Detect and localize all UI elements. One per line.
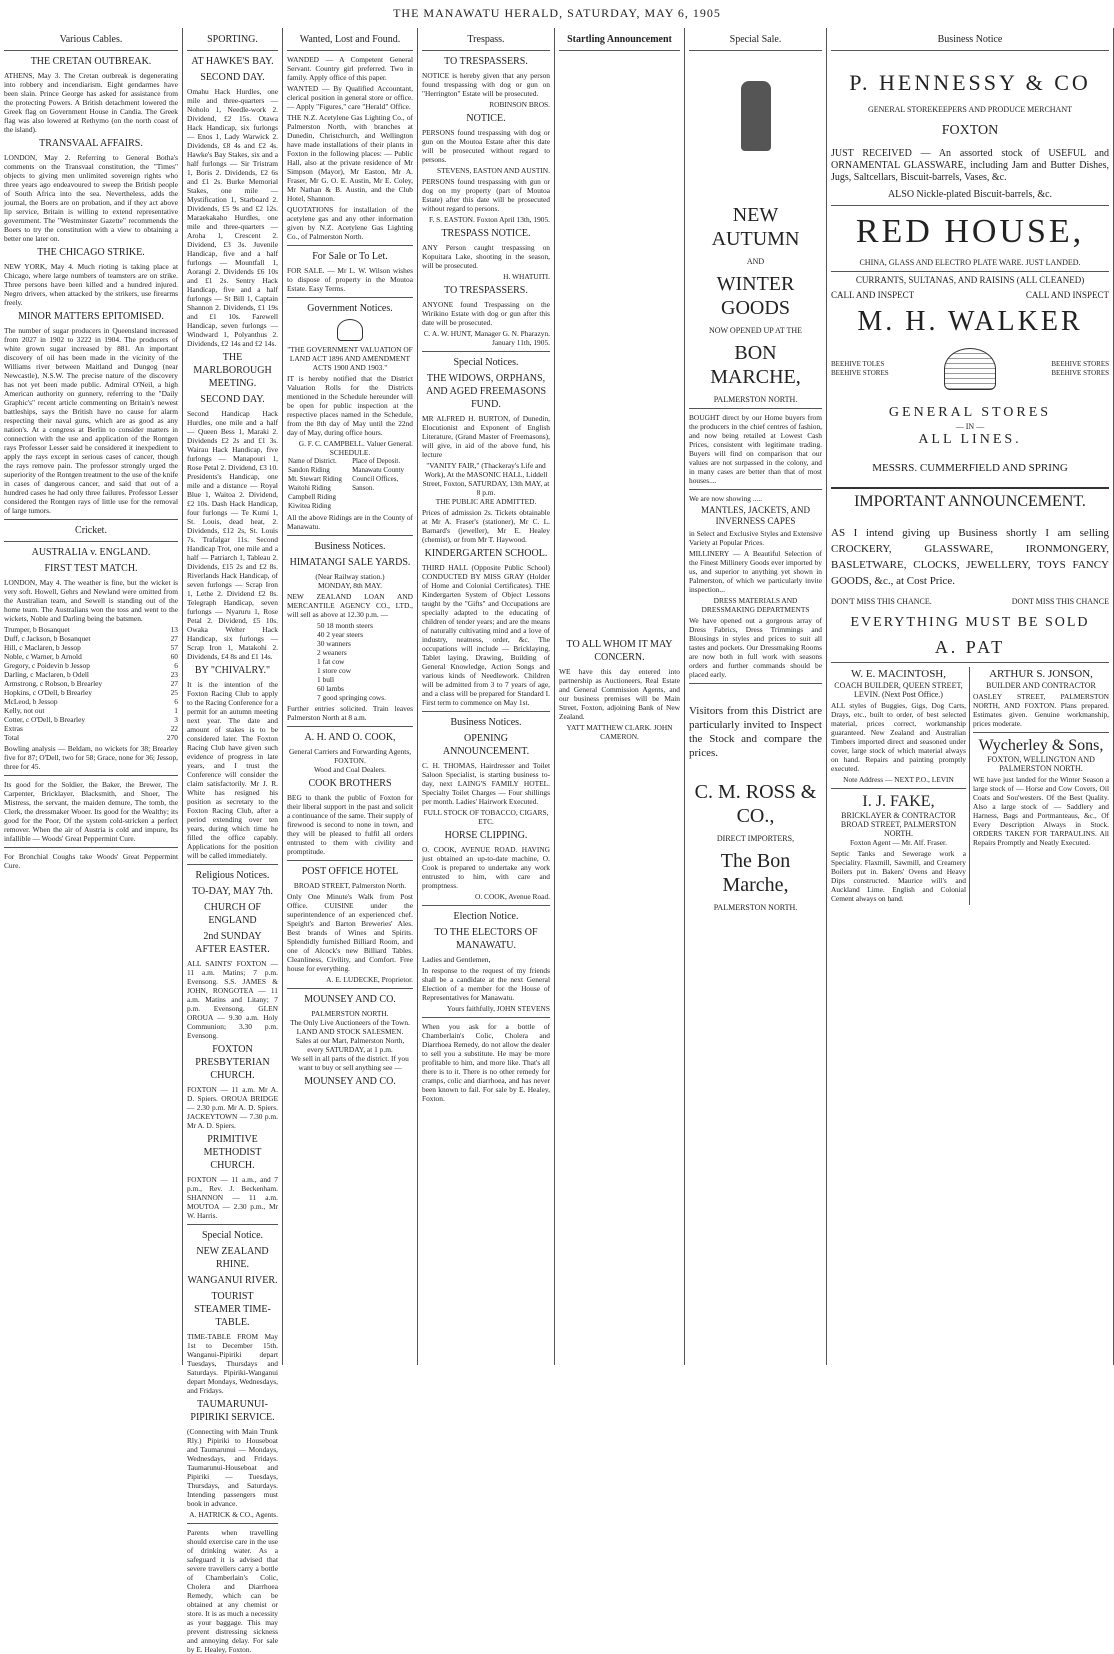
advert-subheading: Wood and Coal Dealers. xyxy=(313,765,387,774)
notice-text: THIRD HALL (Opposite Public School) CONDUCTED BY MISS GRAY (Holder of Home and Colonial Certificates). THE Kindergarten System of Object Lessons taught by the "Gifts" and Occupations are specially adapted to the educating of children of tender years; and are the means of naturally cultivating mind and a love of industry, neatness, order, &c. The occupations will include — Bricklaying, Tablet laying, Drawing, Building of General Knowledge, Action Songs and various kinds of Needlework. Children will be admitted from 3 to 7 years of age, and a class will be prepared for Standard I. First term to commence on May 1st. xyxy=(422,563,550,707)
advert-text: BEG to thank the public of Foxton for their liberal support in the past and solicit a continuance of the same. Their supply of firewood is second to none in town, and they will be pleased to fulfil all orders entrusted to them with civility and promptitude. xyxy=(287,793,413,856)
score-row xyxy=(4,661,178,670)
article-heading: MINOR MATTERS EPITOMISED. xyxy=(18,311,164,322)
article-text: ALL SAINTS' FOXTON — 11 a.m. Matins; 7 p.m. Evensong. S.S. JAMES & JOHN, RONGOTEA — 11 a.m. Matins and Litany; 7 p.m. Evensong. GLEN OROUA — 9.30 a.m. Holy Communion; 3.30 p.m. Evensong. xyxy=(187,959,278,1040)
article-heading: TOURIST STEAMER TIME-TABLE. xyxy=(194,1291,271,1328)
advert-text: JUST RECEIVED — An assorted stock of USEFUL and ORNAMENTAL GLASSWARE, including Jam and Butter Dishes, Jugs, Saltcellars, Biscuit-barrels, Vases, &c. xyxy=(831,148,1109,183)
advert-subheading: DIRECT IMPORTERS, xyxy=(716,834,795,843)
advert-subheading: FOXTON xyxy=(941,123,999,138)
column-sporting xyxy=(183,28,283,1654)
article-text: (Connecting with Main Trunk Rly.) Pipiriki to Houseboat and Taumarunui — Mondays, Wednesdays, and Fridays. Taumarunui-Houseboat and Pipiriki — Tuesdays, Thursdays, and Saturdays. Intending passengers must book in advance. xyxy=(187,1427,278,1508)
table-cell xyxy=(351,493,413,502)
advert-text: OASLEY STREET, PALMERSTON NORTH, AND FOXTON. Plans prepared. Estimates given. Genuine workmanship, prices moderate. xyxy=(973,692,1109,728)
advert-text: The Only Live Auctioneers of the Town. xyxy=(290,1018,410,1027)
advert-text: AS I intend giving up Business shortly I am selling CROCKERY, GLASSWARE, IRONMONGERY, BASLETWARE, CLOCKS, JEWELLERY, TOYS FANCY GOODS, &c., at Cost Price. xyxy=(831,527,1109,587)
article-heading: TAUMARUNUI-PIPIRIKI SERVICE. xyxy=(190,1399,275,1423)
notice-text: MR ALFRED H. BURTON, of Dunedin, Elocutionist and Exponent of English Literature, (Grand Master of Freemasons), will give, in aid of the above fund, his lecture xyxy=(422,414,550,459)
advert-subheading: BROAD STREET, PALMERSTON NORTH. xyxy=(840,820,957,838)
advert-heading: W. E. MACINTOSH, xyxy=(850,668,947,680)
stock-item: 7 good springing cows. xyxy=(317,693,386,702)
section-heading: Various Cables. xyxy=(59,34,123,45)
advert-text: Foxton Agent — Mr. Alf. Fraser. xyxy=(850,838,947,847)
beehive-icon xyxy=(944,348,996,390)
section-heading: Special Notices. xyxy=(453,357,519,368)
advert-text: Further entries solicited. Train leaves Palmerston North at 8 a.m. xyxy=(287,704,413,722)
article-heading: AUSTRALIA v. ENGLAND. xyxy=(31,547,151,558)
score-row xyxy=(4,652,178,661)
section-heading: Business Notices. xyxy=(314,541,386,552)
stock-item: 30 wanners xyxy=(317,639,351,648)
advert-heading: A. PAT xyxy=(934,637,1006,657)
advert-text: Parents when travelling should exercise care in the use of drinking water. As a safeguard it is advised that severe travellers carry a bottle of Chamberlain's Colic, Cholera and Diarrhoea Remedy, which can be obtained at any chemist or store. It is as much a necessity as your baggage. This may prevent distressing sickness and annoying delay. For sale by E. Healey, Foxton. xyxy=(187,1528,278,1654)
notice-text: All the above Ridings are in the County of Manawatu. xyxy=(287,513,413,531)
advert-text: MESSRS. CUMMERFIELD AND SPRING xyxy=(872,462,1068,474)
advert-text: We sell in all parts of the district. If you want to buy or sell anything see — xyxy=(291,1054,409,1072)
article-heading: CHURCH OF ENGLAND xyxy=(204,902,261,926)
notice-heading: TO THE ELECTORS OF MANAWATU. xyxy=(434,927,538,951)
table-cell: Sanson. xyxy=(352,484,375,492)
advert-subheading: AND xyxy=(746,257,765,266)
advert-heading: WINTER GOODS xyxy=(716,273,795,319)
advert-text: NEW ZEALAND LOAN AND MERCANTILE AGENCY CO., LTD., will sell as above at 12.30 p.m. — xyxy=(287,592,413,619)
column-special-sale xyxy=(685,28,827,1365)
notice-text: Prices of admission 2s. Tickets obtainable at Mr A. Fraser's (stationer), Mr C. L. Barnard's (jeweller), Mr E. Healey (chemist), or from Mr T. Haywood. xyxy=(422,508,550,544)
advert-subheading: COACH BUILDER, QUEEN STREET, LEVIN. (Next Post Office.) xyxy=(834,681,963,699)
advert-heading: MOUNSEY AND CO. xyxy=(304,994,396,1005)
advert-heading: HIMATANGI SALE YARDS. xyxy=(289,557,411,568)
pointing-hand-icon xyxy=(741,81,771,151)
runs: 27 xyxy=(170,634,178,643)
advert-subheading: PALMERSTON NORTH. xyxy=(311,1009,389,1018)
article-text: Omahu Hack Hurdles, one mile and three-quarters — Noholo 1, Needle-work 2. Dividend, £2 15s. Otawa Hack Handicap, six furlongs — Enos 1, Lady Warwick 2. Dividends, £8 4s and £2 4s. Hawke's Bay Stakes, six and a half furlongs — Sir Tristram 1, Boris 2. Dividends, £2 6s and £1 2s. Burke Memorial Stakes, one mile — Mystification 1, Starboard 2. Dividends, £5 9s and £2 12s. Maraekakaho Hurdles, one mile and three-quarters — Aroha 1, Crescent 2. Dividend, £3 3s. Juvenile Handicap, five and a half furlongs — Mountfall 1, Aorangi 2. Dividends £6 10s and £1 2s. Sentry Hack Handicap, five and a half furlongs — St Bill 1, Captain Shannon 2. Dividends, £1 19s and £1 10s. Farewell Handicap, seven furlongs — Windward 1, Polyanthus 2. Dividends, £2 14s and £2 14s. xyxy=(187,87,278,348)
batsman: Cotter, c O'Dell, b Brearley xyxy=(4,715,86,724)
stock-item: 40 2 year steers xyxy=(317,630,364,639)
section-heading: Special Notice. xyxy=(201,1230,264,1241)
article-heading: THE CHICAGO STRIKE. xyxy=(37,247,145,258)
advert-text: BEEHIVE STORES BEEHIVE STORES xyxy=(1051,360,1109,377)
advert-subheading: GENERAL STOREKEEPERS AND PRODUCE MERCHANT xyxy=(867,105,1072,114)
score-row xyxy=(4,724,178,733)
advert-text: Sales at our Mart, Palmerston North, every SATURDAY, at 1 p.m. xyxy=(295,1036,405,1054)
signature: H. WHATUITI. xyxy=(503,272,550,281)
runs: 27 xyxy=(170,679,178,688)
advert-heading: RED HOUSE, xyxy=(855,213,1085,250)
score-row xyxy=(4,715,178,724)
section-heading: Cricket. xyxy=(75,525,107,536)
advert-text: DON'T MISS THIS CHANCE. xyxy=(831,597,932,606)
article-text: Second Handicap Hack Hurdles, one mile and a half — Queen Bess 1, Maraki 2. Dividends £2 2s and £1 3s. Wairau Hack Handicap, five furlongs — Manapouri 1, Rose Petal 2. Dividend, £3 10. Presidents's Handicap, one mile and a distance — Royal Blue 1, Waitoa 2. Dividend, £2 10s. Dash Hack Handicap, four furlongs — Te Kumi 1, St. Louis, dead heat, 2. Dividends, £12 2s, St. Louis 7s. Trafalgar 11s. Second Handicap Trot, one mile and a half — Patriarch 1, Tableau 2. Dividends, £15 2s and £2 8s. Riverlands Hack Handicap, of seven furlongs — Scrap Iron 1, Lethe 2. Dividend £2 8s. Telegraph Handicap, seven furlongs — Nyaruru 1, Rose Petal 2. Dividend, £5 10s. Owaka Welter Hack Handicap, six furlongs — Scrap Iron 1, Matakohi 2. Dividends, £4 8s and £1 14s. xyxy=(187,409,278,661)
batsman: Darling, c Maclaren, b Odell xyxy=(4,670,89,679)
table-cell: Manawatu County xyxy=(352,466,405,474)
stock-item: 2 weaners xyxy=(317,648,347,657)
advert-heading: NEW AUTUMN xyxy=(711,204,800,250)
notice-text: Ladies and Gentlemen, xyxy=(422,955,491,964)
notice-heading: TO TRESPASSERS. xyxy=(444,285,528,296)
advert-text: ALL styles of Buggies, Gigs, Dog Carts, Drays, etc., built to order, of best selected material, prices correct, workmanship guaranteed. New Zealand and Australian Timbers imported direct and seasoned under cover, large stock of which material always on hand. Repairs and painting promptly executed. xyxy=(831,701,966,773)
notice-text: WE have this day entered into partnership as Auctioneers, Real Estate and General Commission Agents, and our business premises will be Main Street, Foxton, adjoining Bank of New Zealand. xyxy=(559,667,680,721)
table-cell: Waitohi Riding xyxy=(288,484,331,492)
notice-text: IT is hereby notified that the District Valuation Rolls for the Districts mentioned in the Schedule hereunder will be open for public inspection at the respective places named in the Schedule, from the 8th day of May until the 22nd day of May, during office hours. xyxy=(287,374,413,437)
batsman: Hill, c Maclaren, b Jessop xyxy=(4,643,81,652)
batsman: Hopkins, c O'Dell, b Brearley xyxy=(4,688,92,697)
signature: C. A. W. HUNT, Manager G. N. Pharazyn. January 11th, 1905. xyxy=(423,329,550,347)
section-heading: Trespass. xyxy=(467,34,505,45)
section-heading: For Sale or To Let. xyxy=(312,251,388,262)
notice-text: "VANITY FAIR," (Thackeray's Life and Work), At the MASONIC HALL, Liddell Street, Foxton, SATURDAY, 13th MAY, at 8 p.m. xyxy=(422,461,550,497)
advert-poem: Its good for the Soldier, the Baker, the Brewer, The Carpenter, Bricklayer, Blacksmith, and Shoer, The Mistress, the servant, the maiden demure, The tomb, the Clerk, the dressmaker Wooer. Its good for the Wealthy; its good for the Poor, Of the system cold-stricken a perfect remover. When the air of Austria is cold and impure, Its infallible — Woods' Great Peppermint Cure. xyxy=(4,780,178,843)
article-heading: TRANSVAAL AFFAIRS. xyxy=(39,138,143,149)
runs: 22 xyxy=(170,724,178,733)
batsman: Noble, c Warner, b Arnold xyxy=(4,652,82,661)
section-heading: Election Notice. xyxy=(453,911,519,922)
signature: ROBINSON BROS. xyxy=(489,100,550,109)
advert-heading: C. M. ROSS & CO., xyxy=(694,781,817,827)
advert-heading: COOK BROTHERS xyxy=(308,778,392,789)
column-wanted xyxy=(283,28,418,1365)
article-subheading: 2nd SUNDAY AFTER EASTER. xyxy=(195,931,270,955)
runs: 57 xyxy=(170,643,178,652)
batsman: Trumper, b Bosanquet xyxy=(4,625,70,634)
advert-heading: EVERYTHING MUST BE SOLD xyxy=(850,615,1090,630)
notice-heading: THE WIDOWS, ORPHANS, AND AGED FREEMASONS FUND. xyxy=(425,373,546,410)
article-text: Bowling analysis — Beldam, no wickets for 38; Brearley five for 87; O'Dell, two for 58; Grace, none for 36; Jessop, three for 45. xyxy=(4,744,178,771)
table-header: Place of Deposit. xyxy=(352,457,401,465)
section-heading: Business Notices. xyxy=(450,717,522,728)
article-text: It is the intention of the Foxton Racing Club to apply to the Racing Conference for a permit for an autumn meeting next year. The date and amount of stakes is to be considered later. The Foxton Racing Club have given such evidence of progress in late years, and I trust the Conference will consider the claim satisfactorily. Mr J. R. White has resigned his position as secretary to the Foxton Racing Club, after a period extending over ten years, during which time he filled the office capably. Applications for the position will be called immediately. xyxy=(187,680,278,860)
score-row xyxy=(4,679,178,688)
article-text: FOXTON — 11 a.m. Mr A. D. Spiers. OROUA BRIDGE — 2.30 p.m. Mr A. D. Spiers. JACKEYTOWN — 7.30 p.m. Mr A. D. Spiers. xyxy=(187,1085,278,1130)
advert-text: We are now showing ..... xyxy=(689,494,763,503)
score-row xyxy=(4,688,178,697)
runs: 270 xyxy=(166,733,178,742)
column-business-notice xyxy=(827,28,1114,1365)
notice-text: PERSONS found trespassing with gun or dog on my property (part of Moutoa Estate) after this date will be prosecuted without regard to persons. xyxy=(422,177,550,213)
advert-subheading: MONDAY, 8th MAY. xyxy=(317,581,383,590)
article-text: FOXTON — 11 a.m., and 7 p.m., Rev. J. Beckenham. SHANNON — 11 a.m. MOUTOA — 2.30 p.m., Mr W. Harris. xyxy=(187,1175,278,1220)
advert-heading: Wycherley & Sons, xyxy=(978,737,1104,754)
score-row xyxy=(4,643,178,652)
notice-heading: OPENING ANNOUNCEMENT. xyxy=(442,733,530,757)
runs: 3 xyxy=(174,715,178,724)
section-heading: Special Sale. xyxy=(729,34,782,45)
notice-heading: KINDERGARTEN SCHOOL. xyxy=(424,548,548,559)
signature: A. E. LUDECKE, Proprietor. xyxy=(326,975,413,984)
advert-text: CURRANTS, SULTANAS, AND RAISINS (ALL CLEANED) xyxy=(855,275,1085,285)
score-row xyxy=(4,733,178,742)
advert-heading: GENERAL STORES xyxy=(888,405,1052,420)
runs: 23 xyxy=(170,670,178,679)
advert-subheading: DRESS MATERIALS AND DRESSMAKING DEPARTMENTS xyxy=(701,596,810,614)
advert-subheading: LAND AND STOCK SALESMEN. xyxy=(296,1027,404,1036)
runs: 25 xyxy=(170,688,178,697)
signature: G. F. C. CAMPBELL. Valuer General. xyxy=(298,439,413,448)
byline: BY "CHIVALRY." xyxy=(194,665,271,676)
notice-text: In response to the request of my friends shall be a candidate at the next General Election of a member for the House of Representatives for Manawatu. xyxy=(422,966,550,1002)
advert-text: Only One Minute's Walk from Post Office. CUISINE under the superintendence of an experienced chef. Speight's and Barton Breweries' Ales. Best brands of Wines and Spirits. Splendidly furnished Billiard Room, and one of Alcock's new Billiard Tables. Cleanliness, Civility, and Comfort. Free house for everything. xyxy=(287,892,413,973)
stock-item: 1 store cow xyxy=(317,666,352,675)
masthead: THE MANAWATU HERALD, SATURDAY, MAY 6, 1905 xyxy=(393,6,721,20)
stock-item: 60 lambs xyxy=(317,684,344,693)
notice-text: PERSONS found trespassing with dog or gun on the Moutoa Estate after this date will be prosecuted without regard to persons. xyxy=(422,128,550,164)
notice-text: THE PUBLIC ARE ADMITTED. xyxy=(435,497,537,506)
advert-heading: BON MARCHE, xyxy=(710,342,801,388)
batsman: Gregory, c Poidevin b Jessop xyxy=(4,661,90,670)
runs: 13 xyxy=(170,625,178,634)
advert-text: We have opened out a gorgeous array of Dress Fabrics, Dress Trimmings and Blousings in styles and prices to suit all tastes and pockets. Our Dressmaking Rooms are now both in full work with seasons orders and further commands should be placed early. xyxy=(689,616,822,679)
notice-heading: TO ALL WHOM IT MAY CONCERN. xyxy=(566,639,673,663)
score-row xyxy=(4,670,178,679)
advert-text: MILLINERY — A Beautiful Selection of the Finest Millinery Goods ever imported by us, and superior to anything yet shown in Palmerston, of which we particularly invite inspection... xyxy=(689,549,822,594)
signature: Yours faithfully, JOHN STEVENS xyxy=(446,1004,550,1013)
table-cell: Mt. Stewart Riding xyxy=(288,475,342,483)
schedule-table xyxy=(287,457,413,511)
section-heading: Wanted, Lost and Found. xyxy=(299,34,401,45)
advert-subheading: BRICKLAYER & CONTRACTOR xyxy=(841,811,956,820)
notice-heading: TO TRESPASSERS. xyxy=(444,56,528,67)
advert-subheading: MANTLES, JACKETS, AND INVERNESS CAPES xyxy=(700,505,810,526)
notice-text: WANTED — By Qualified Accountant, clerical position in general store or office. — Apply "Figures," care "Herald" Office. xyxy=(287,84,413,111)
advert-subheading: — IN — xyxy=(955,422,985,431)
notice-text: O. COOK, AVENUE ROAD. HAVING just obtained an up-to-date machine, O. Cook is prepared to undertake any work entrusted to him, with care and promptness. xyxy=(422,845,550,890)
section-heading: Government Notices. xyxy=(307,303,393,314)
article-subheading: WANGANUI RIVER. xyxy=(187,1275,278,1286)
article-text: The number of sugar producers in Queensland increased from 2027 in 1902 to 3222 in 1904. The producers of white grown sugar increased by 881. An important discovery of oil has been made in the vicinity of the Williams river between Maitland and Dungog (near Newcastle), N.S.W. The precise nature of the discovery has not yet been made public. Admiral O'Neil, a high American authority on gunnery, referring to the "Daily Graphic's" recent article commenting on Britain's newest battleships, says the British have no cause for alarm respecting their naval guns, which are as good as any nation's. At a congress at Berlin to consider matters in connection with the use and application of the Rontgen rays Professor Lesser said he considered it inexpedient to apply the rays except in serious cases of cancer, though the rays remove pain. The professor strongly urged the superiority of the Rontgen treatment to the use of the knife in cases of dangerous cancer, and said that out of a hundred cases he had only three failures. Professor Lesser considered the Rontgen rays of little use for the removal of large tumors. xyxy=(4,326,178,515)
article-text: NEW YORK, May 4. Much rioting is taking place at Chicago, where large numbers of teamsters are on strike. Three persons have been killed and a hundred injured. Negro drivers, when attacked by the strikers, use firearms freely. xyxy=(4,262,178,307)
notice-text: FULL STOCK OF TOBACCO, CIGARS, ETC. xyxy=(423,808,549,826)
runs: 6 xyxy=(174,697,178,706)
batsman: Extras xyxy=(4,724,23,733)
batsman: Armstrong, c Robson, b Brearley xyxy=(4,679,103,688)
signature: STEVENS, EASTON AND AUSTIN. xyxy=(437,166,550,175)
advert-heading: MOUNSEY AND CO. xyxy=(304,1076,396,1087)
article-text: LONDON, May 2. Referring to General Botha's comments on the Transvaal constitution, the "Times" objects to giving men unlimited sovereign rights who three years ago endeavoured to sweep the British people of South Africa into the sea. Nevertheless, adds the journal, the Boers are on probation, and if they act above lip service, Britain is willing to extend representative government. The "Westminster Gazette" recommends the Boers to try the constitution with a view to obtaining a better one later on. xyxy=(4,153,178,243)
notice-text: ANYONE found Trespassing on the Wirikino Estate with dog or gun after this date will be prosecuted. xyxy=(422,300,550,327)
article-heading: FIRST TEST MATCH. xyxy=(44,563,138,574)
stock-item: 1 bull xyxy=(317,675,335,684)
advert-text: in Select and Exclusive Styles and Extensive Variety at Popular Prices. xyxy=(689,529,822,547)
article-heading: THE MARLBOROUGH MEETING. xyxy=(193,352,272,389)
table-cell: Campbell Riding xyxy=(288,493,337,501)
table-cell: Sandon Riding xyxy=(288,466,330,474)
advert-text: Septic Tanks and Sewerage work a Speciality. Flaxmill, Sawmill, and Creamery Boilers put in. Bakers' Ovens and Heavy Dips constructed. Maurice will's and Auckland Lime. English and Colonial Cement always on hand. xyxy=(831,849,966,903)
advert-text: ALSO Nickle-plated Biscuit-barrels, &c. xyxy=(887,189,1053,200)
notice-heading: NOTICE. xyxy=(466,113,506,124)
section-heading: Business Notice xyxy=(937,34,1003,45)
advert-heading: A. H. AND O. COOK, xyxy=(304,732,396,743)
advert-text: CHINA, GLASS AND ELECTRO PLATE WARE. JUST LANDED. xyxy=(859,258,1081,267)
advert-heading: ARTHUR S. JONSON, xyxy=(989,668,1093,680)
advert-subheading: PALMERSTON NORTH. xyxy=(713,395,798,404)
article-subheading: SECOND DAY. xyxy=(200,72,265,83)
advert-text: CALL AND INSPECT xyxy=(1025,290,1109,300)
article-subheading: TO-DAY, MAY 7th. xyxy=(192,886,273,897)
column-various-cables xyxy=(0,28,183,1365)
column-startling xyxy=(555,28,685,1365)
advert-heading: I. J. FAKE, xyxy=(862,793,935,810)
advert-subheading: NOW OPENED UP AT THE xyxy=(708,326,803,335)
advert-heading: ALL LINES. xyxy=(918,432,1022,447)
advert-text: DONT MISS THIS CHANCE xyxy=(1011,597,1109,606)
coat-of-arms-icon xyxy=(337,319,363,341)
advert-text: Note Address — NEXT P.O., LEVIN xyxy=(843,775,954,784)
notice-heading: HORSE CLIPPING. xyxy=(444,830,528,841)
article-subheading: SECOND DAY. xyxy=(200,394,265,405)
stock-item: 50 18 month steers xyxy=(317,621,374,630)
advert-text: CALL AND INSPECT xyxy=(831,290,915,300)
notice-text: THE N.Z. Acetylene Gas Lighting Co., of Palmerston North, with branches at Dunedin, Christchurch, and Wellington have made installations of their plants in Foxton in the following places: — Public Hall, also at the private residence of Mr Simpson (Mayor), Mr Easton, Mr A. Fraser, Mr G. O. E. Austin, Mr E. Coley, Mr Nathan & B. Austin, and the Club Hotel, Shannon. xyxy=(287,113,413,203)
advert-text: Visitors from this District are particularly invited to Inspect the Stock and compare the prices. xyxy=(689,705,822,759)
score-row xyxy=(4,625,178,634)
advert-subheading: BUILDER AND CONTRACTOR xyxy=(986,681,1096,690)
column-trespass xyxy=(418,28,555,1365)
article-heading: NEW ZEALAND RHINE. xyxy=(196,1246,269,1270)
batsman: Total xyxy=(4,733,20,742)
advert-subheading: (Near Railway station.) xyxy=(315,572,385,581)
advert-subheading: PALMERSTON NORTH. xyxy=(713,903,798,912)
score-row xyxy=(4,634,178,643)
score-row xyxy=(4,697,178,706)
table-cell xyxy=(351,502,413,511)
signature: O. COOK, Avenue Road. xyxy=(475,892,550,901)
section-heading: SPORTING. xyxy=(207,34,258,45)
article-text: ATHENS, May 3. The Cretan outbreak is degenerating into robbery and incendiarism. Eight gendarmes have been slain. Prince George has asked for assistance from the protecting Powers. A British detachment lowered the Greek flag on Government House in Candia. The Greek flag was also lowered at Rethymo (on the north coast of the island). xyxy=(4,71,178,134)
batsman: Duff, c Jackson, b Bosanquet xyxy=(4,634,91,643)
stock-list xyxy=(287,621,413,702)
advert-text: WE have just landed for the Winter Season a large stock of — Horse and Cow Covers, Oil Coats and Sou'westers. Of the Best Quality. Also a large stock of — Saddlery and Harness, Bags and Portmanteaus, &c., Of Every Description Always in Stock. ORDERS TAKEN FOR TARPAULINS. All Repairs Promptly and Neatly Executed. xyxy=(973,775,1109,847)
advert-text: BEEHIVE TOLES BEEHIVE STORES xyxy=(831,360,889,377)
table-cell: Council Offices, xyxy=(352,475,399,483)
advert-subheading: FOXTON, WELLINGTON AND PALMERSTON NORTH. xyxy=(987,755,1095,773)
advert-subheading: BROAD STREET, Palmerston North. xyxy=(293,881,407,890)
batsman: Kelly, not out xyxy=(4,706,45,715)
notice-heading: "THE GOVERNMENT VALUATION OF LAND ACT 1896 AND AMENDMENT ACTS 1900 AND 1903." xyxy=(287,345,413,372)
notice-heading: SCHEDULE. xyxy=(329,448,371,457)
advert-text: BOUGHT direct by our Home buyers from the producers in the chief centres of fashion, and now being retailed at Lowest Cash Prices, consistent with legitimate trading. Buyers will find on comparison that our values are not surpassed in the colony, and in many cases are better than that of most houses.... xyxy=(689,413,822,485)
score-table xyxy=(4,625,178,742)
advert-heading: P. HENNESSY & CO xyxy=(849,70,1091,95)
section-heading: Startling Announcement xyxy=(567,34,672,45)
stock-item: 1 fat cow xyxy=(317,657,345,666)
article-heading: THE CRETAN OUTBREAK. xyxy=(30,56,152,67)
article-heading: AT HAWKE'S BAY. xyxy=(191,56,274,67)
table-cell: Kiwitea Riding xyxy=(288,502,331,510)
signature: F. S. EASTON. Foxton April 13th, 1905. xyxy=(428,215,550,224)
runs: 6 xyxy=(174,661,178,670)
article-text: TIME-TABLE FROM May 1st to December 15th. Wanganui-Pipiriki depart Tuesdays, Thursdays and Saturdays. Pipiriki-Wanganui depart Mondays, Wednesdays, and Fridays. xyxy=(187,1332,278,1395)
table-header: Name of District. xyxy=(288,457,337,465)
notice-text: ANY Person caught trespassing on Kopuitara Lake, shooting in the season, will be prosecuted. xyxy=(422,243,550,270)
notice-text: C. H. THOMAS, Hairdresser and Toilet Saloon Specialist, is starting business to-day, next LAING'S FAMILY HOTEL. Specialty Toilet Charges — Four shillings per month. Ladies' Hairwork Executed. xyxy=(422,761,550,806)
section-heading: Religious Notices. xyxy=(195,870,270,881)
notice-heading: TRESPASS NOTICE. xyxy=(441,228,531,239)
signature: YATT MATTHEW CLARK. JOHN CAMERON. xyxy=(566,723,673,741)
article-heading: PRIMITIVE METHODIST CHURCH. xyxy=(203,1134,262,1171)
runs: 1 xyxy=(174,706,178,715)
advert-heading: POST OFFICE HOTEL xyxy=(301,866,399,877)
advert-heading: M. H. WALKER xyxy=(857,306,1083,337)
notice-text: WANDED — A Competent General Servant. Country girl preferred. Two in family. Apply office of this paper. xyxy=(287,55,413,82)
advert-text: For Bronchial Coughs take Woods' Great Peppermint Cure. xyxy=(4,852,178,870)
advert-text: When you ask for a bottle of Chamberlain's Colic, Cholera and Diarrhoea Remedy, do not allow the dealer to sell you a substitute. He may be more profitable to him, and more like. That's all there is to it. There is no other remedy for cramps, colic and diarrhoea, and has never been known to fail. For sale by E. Healey, Foxton. xyxy=(422,1022,550,1103)
signature: A. HATRICK & CO., Agents. xyxy=(189,1510,278,1519)
batsman: McLeod, b Jessop xyxy=(4,697,58,706)
article-text: LONDON, May 4. The weather is fine, but the wicket is very soft. Howell, Gehrs and Newland were omitted from the Australian team, and Sewell is standing out of the home team. The Australians won the toss and went to the wickets, Noble and Darling being the batsmen. xyxy=(4,578,178,623)
advert-heading: The Bon Marche, xyxy=(720,850,791,896)
advert-subheading: General Carriers and Forwarding Agents, FOXTON. xyxy=(288,747,412,765)
notice-text: NOTICE is hereby given that any person found trespassing with dog or gun on "Herrington" Estate will be prosecuted. xyxy=(422,71,550,98)
notice-text: FOR SALE. — Mr L. W. Wilson wishes to dispose of property in the Moutoa Estate. Easy Terms. xyxy=(287,266,413,293)
advert-heading: IMPORTANT ANNOUNCEMENT. xyxy=(854,493,1086,510)
score-row xyxy=(4,706,178,715)
article-heading: FOXTON PRESBYTERIAN CHURCH. xyxy=(195,1044,270,1081)
runs: 60 xyxy=(170,652,178,661)
notice-text: QUOTATIONS for installation of the acetylene gas and any other information given by N.Z. Acetylene Gas Lighting Co., of Palmerston North. xyxy=(287,205,413,241)
